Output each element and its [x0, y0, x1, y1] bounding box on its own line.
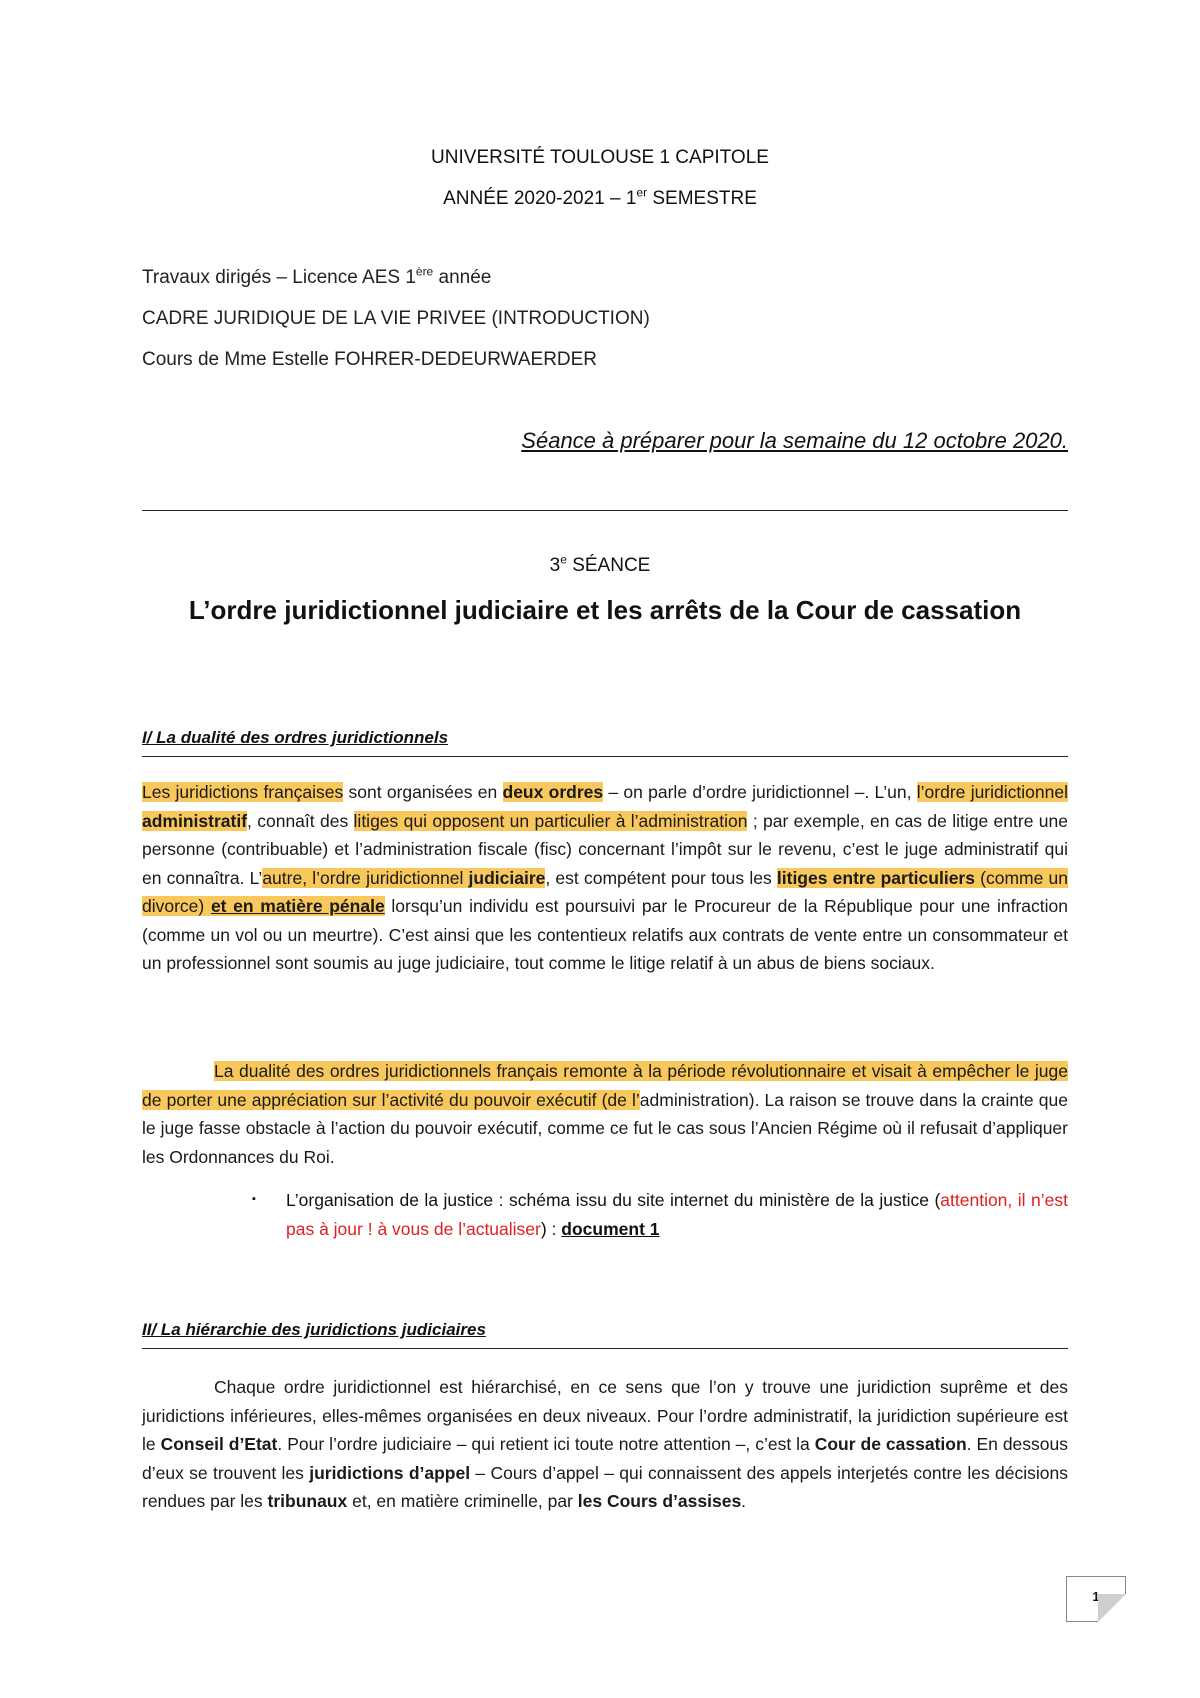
page-fold-icon	[1098, 1594, 1126, 1622]
university-name: UNIVERSITÉ TOULOUSE 1 CAPITOLE	[431, 147, 769, 168]
text-segment: et en matière pénale	[210, 896, 385, 916]
warning-text: attention, il n’est pas à jour ! à vous de l’actualiser	[286, 1190, 1068, 1239]
bullet-item	[286, 1186, 1068, 1243]
text-segment: L’organisation de la justice : schéma issu du site internet du ministère de la justice (	[286, 1190, 941, 1210]
text-segment: – Cours d’appel – qui connaissent des appels interjetés contre les décisions rendues par les	[142, 1462, 1069, 1511]
academic-year-sup: er	[636, 185, 648, 200]
page-number: 1	[1092, 1589, 1100, 1604]
session-number	[0, 552, 1200, 577]
course-type-text: Travaux dirigés – Licence AES 1	[142, 267, 416, 288]
text-segment: litiges qui opposent un particulier à l’administration	[353, 810, 748, 831]
academic-year-semester: SEMESTRE	[647, 188, 757, 209]
text-segment: deux ordres	[502, 782, 604, 802]
text-segment: les Cours d’assises	[577, 1491, 742, 1511]
session-number-label: SÉANCE	[566, 555, 651, 576]
text-segment: l’ordre juridictionnel	[916, 782, 1068, 802]
section-heading-1: I/ La dualité des ordres juridictionnels	[142, 728, 449, 747]
text-segment: . Pour l’ordre judiciaire – qui retient ici toute notre attention –, c’est la	[277, 1434, 815, 1454]
document-1-link[interactable]: document 1	[561, 1218, 660, 1239]
text-segment: sont organisées en	[343, 782, 503, 802]
course-type	[142, 264, 492, 289]
text-segment: lorsqu’un individu est poursuivi par le Procureur de la République pour une infraction (comme un vol ou un meurtre). C’est ainsi que les contentieux relatifs aux contrats de vente entre un consommateur et un professionnel sont soumis au juge judiciaire, tout comme le litige relatif à un abus de biens sociaux.	[142, 896, 1068, 973]
text-segment: Chaque ordre juridictionnel est hiérarchisé, en ce sens que l’on y trouve une juridiction suprême et des juridictions inférieures, elles-mêmes organisées en deux niveaux. Pour l’ordre administratif, la juridiction supérieure est le	[142, 1377, 1068, 1454]
paragraph-3	[142, 1373, 1068, 1516]
text-segment: , connaît des	[247, 810, 354, 831]
session-title: L’ordre juridictionnel judiciaire et les arrêts de la Cour de cassation	[188, 595, 1022, 625]
text-segment: ; par exemple, en cas de litige entre une personne (contribuable) et l’administration fiscale (fisc) concernant l’impôt sur le revenu, c’est le juge administratif qui en connaîtra. L’	[142, 810, 1068, 888]
text-segment: ) :	[540, 1218, 562, 1239]
text-segment: judiciaire	[468, 867, 546, 888]
academic-year-text: ANNÉE 2020-2021 – 1	[443, 188, 637, 209]
text-segment: litiges entre particuliers	[776, 867, 975, 888]
section-divider-1	[142, 756, 1068, 757]
text-segment: juridictions d’appel	[309, 1462, 471, 1483]
text-segment: La dualité des ordres juridictionnels français remonte à la période révolutionnaire et visait à empêcher le juge de porter une appréciation sur l’activité du pouvoir exécutif (de l’	[142, 1061, 1068, 1110]
paragraph-1	[142, 778, 1068, 978]
text-segment: administration). La raison se trouve dans la crainte que le juge fasse obstacle à l’action du pouvoir exécutif, comme ce fut le cas sous l’Ancien Régime où il refusait d’appliquer les Ordonnances du Roi.	[142, 1089, 1068, 1167]
course-teacher: Cours de Mme Estelle FOHRER-DEDEURWAERDER	[142, 349, 598, 370]
text-segment: . En dessous d’eux se trouvent les	[142, 1434, 1069, 1483]
text-segment: – on parle d’ordre juridictionnel –. L’un,	[603, 782, 917, 802]
text-segment: .	[741, 1491, 747, 1511]
bullet-square-icon: ▪	[252, 1193, 256, 1205]
course-type-suffix: année	[433, 267, 492, 288]
section-heading-2: II/ La hiérarchie des juridictions judiciaires	[142, 1320, 486, 1339]
section-divider-2	[142, 1348, 1068, 1349]
course-type-sup: ère	[415, 264, 434, 279]
divider	[142, 510, 1068, 511]
paragraph-2	[142, 1057, 1068, 1171]
text-segment: administratif	[142, 810, 248, 831]
page-number-box	[1066, 1576, 1126, 1622]
text-segment: autre, l’ordre juridictionnel	[262, 867, 469, 888]
text-segment: , est compétent pour tous les	[545, 867, 777, 888]
session-number-sup: e	[560, 552, 567, 567]
text-segment: (comme un divorce)	[142, 867, 1069, 916]
session-number-value: 3	[549, 555, 561, 576]
text-segment: Les juridictions françaises	[142, 782, 344, 802]
course-title: CADRE JURIDIQUE DE LA VIE PRIVEE (INTRODUCTION)	[142, 308, 650, 329]
text-segment: Conseil d’Etat	[160, 1434, 278, 1454]
text-segment: Cour de cassation	[814, 1434, 967, 1454]
text-segment: et, en matière criminelle, par	[347, 1491, 578, 1511]
academic-year	[0, 185, 1200, 210]
text-segment: tribunaux	[267, 1491, 348, 1511]
session-preparation-date: Séance à préparer pour la semaine du 12 octobre 2020.	[521, 428, 1068, 453]
